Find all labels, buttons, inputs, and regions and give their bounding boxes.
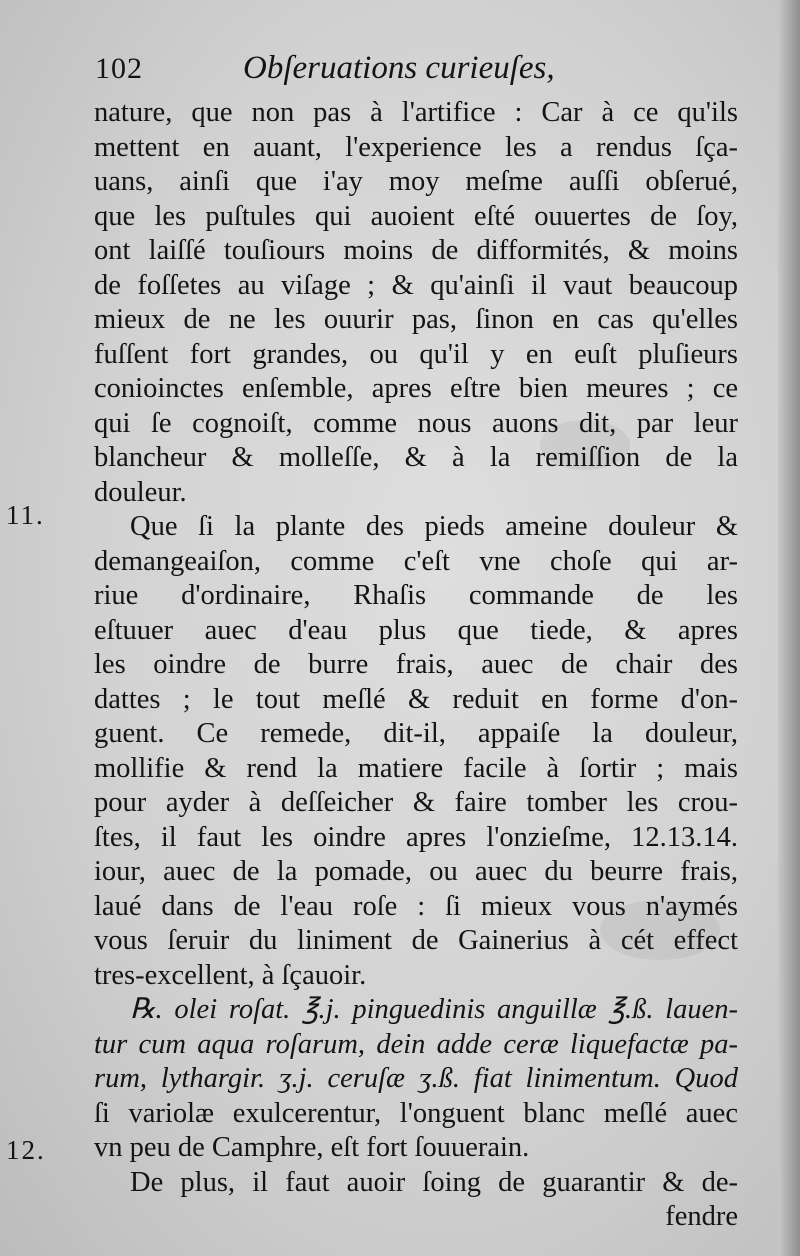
prescription-line: tur cum aqua roſarum, dein adde ceræ liquefactæ pa- — [94, 1028, 738, 1060]
text-line: Que ſi la plante des pieds ameine douleur & — [130, 511, 738, 542]
text-line: mollifie & rend la matiere facile à ſortir ; mais — [94, 752, 738, 784]
text-line: tres-excellent, à ſçauoir. — [94, 959, 367, 991]
prescription-line: ℞. olei roſat. ℥.j. pinguedinis anguillæ ℥.ß. lauen- — [130, 994, 738, 1025]
text-line: uans, ainſi que i'ay moy meſme auſſi obſerué, — [94, 166, 738, 197]
text-line: ſi variolæ exulcerentur, l'onguent blanc meſlé auec — [94, 1097, 738, 1129]
text-line: mieux de ne les ouurir pas, ſinon en cas qu'elles — [94, 304, 738, 335]
text-line: conioinctes enſemble, apres eſtre bien meures ; ce — [94, 373, 738, 404]
text-line: qui ſe cognoiſt, comme nous auons dit, par leur — [94, 407, 738, 439]
text-line: douleur. — [94, 476, 187, 508]
body-text — [94, 96, 738, 1235]
prescription-line: rum, lythargir. ʒ.j. ceruſæ ʒ.ß. fiat linimentum. Quod — [94, 1063, 738, 1094]
text-line: les oindre de burre frais, auec de chair des — [94, 649, 738, 680]
text-line: nature, que non pas à l'artifice : Car à ce qu'ils — [94, 97, 738, 128]
text-line: que les puſtules qui auoient eſté ouuertes de ſoy, — [94, 200, 738, 232]
text-line: eſtuuer auec d'eau plus que tiede, & apres — [94, 614, 738, 646]
text-line: iour, auec de la pomade, ou auec du beurre frais, — [94, 856, 738, 887]
text-line: vous ſeruir du liniment de Gainerius à cét effect — [94, 925, 738, 956]
text-line: vn peu de Camphre, eſt fort ſouuerain. — [94, 1132, 530, 1163]
text-line: ont laiſſé touſiours moins de difformités, & moins — [94, 235, 738, 266]
page-number: 102 — [95, 52, 143, 85]
catchword: fendre — [665, 1201, 738, 1232]
text-line: fuſſent fort grandes, ou qu'il y en euſt pluſieurs — [94, 338, 738, 370]
text-line: demangeaiſon, comme c'eſt vne choſe qui ar- — [94, 545, 738, 577]
text-line: guent. Ce remede, dit-il, appaiſe la douleur, — [94, 718, 738, 749]
page-header — [95, 48, 735, 94]
text-line: de foſſetes au viſage ; & qu'ainſi il vaut beaucoup — [94, 269, 738, 301]
margin-section-number: 12. — [6, 1135, 46, 1165]
text-line: De plus, il faut auoir ſoing de guarantir & de- — [130, 1166, 738, 1198]
running-title: Obſeruations curieuſes, — [243, 50, 555, 86]
page-edge-shadow — [778, 0, 800, 1256]
margin-section-number: 11. — [6, 500, 45, 530]
text-line: blancheur & molleſſe, & à la remiſſion de la — [94, 442, 738, 473]
text-line: ſtes, il faut les oindre apres l'onzieſme, 12.13.14. — [94, 821, 738, 853]
text-line: riue d'ordinaire, Rhaſis commande de les — [94, 580, 738, 611]
text-line: laué dans de l'eau roſe : ſi mieux vous n'aymés — [94, 890, 738, 922]
text-line: mettent en auant, l'experience les a rendus ſça- — [94, 131, 738, 163]
text-line: pour ayder à deſſeicher & faire tomber les crou- — [94, 787, 738, 818]
text-line: dattes ; le tout meſlé & reduit en forme d'on- — [94, 683, 738, 715]
